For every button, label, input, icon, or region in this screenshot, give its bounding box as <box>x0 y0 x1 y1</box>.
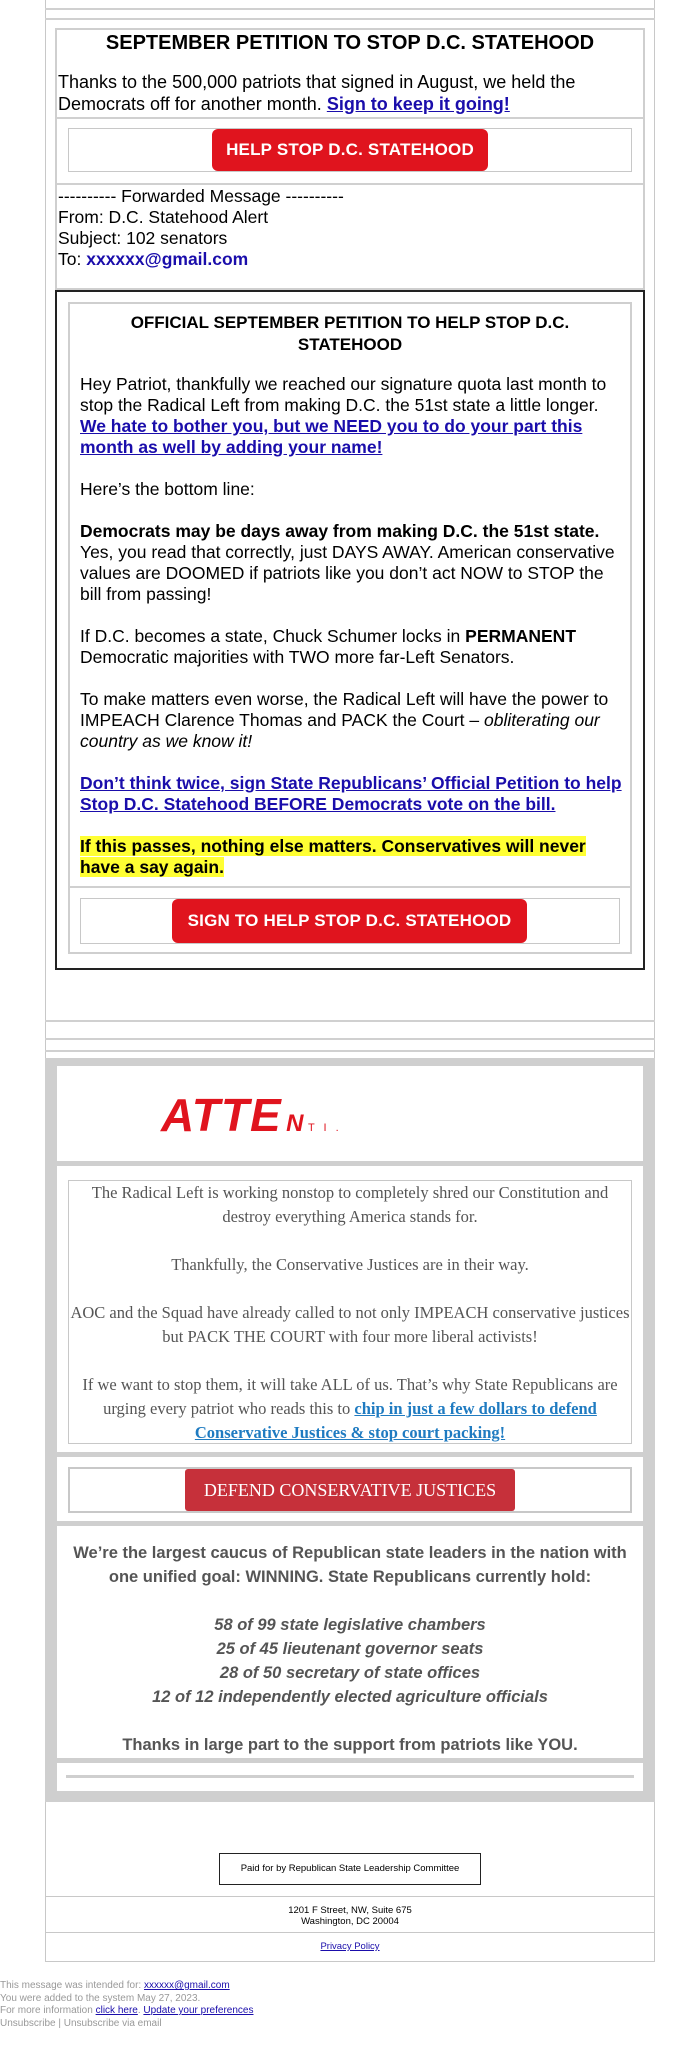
unsubscribe-line[interactable]: Unsubscribe | Unsubscribe via email <box>0 2017 162 2029</box>
footer-address <box>45 1905 655 1927</box>
petition-p2: Here’s the bottom line: <box>80 479 255 499</box>
attention-p1: The Radical Left is working nonstop to completely shred our Constitution and destroy everything America stands for. <box>91 1183 609 1226</box>
stats-block <box>62 1541 638 1757</box>
footer-rule-2 <box>45 1932 655 1933</box>
petition-p4-b: Democratic majorities with TWO more far-Left Senators. <box>80 647 515 667</box>
privacy-row <box>45 1941 655 1953</box>
forwarded-block <box>58 186 618 270</box>
added-line: You were added to the system May 27, 2023. <box>0 1992 201 2004</box>
chip-in-link[interactable]: chip in just a few dollars to defend Conservative Justices & stop court packing! <box>194 1399 597 1442</box>
petition-p4 <box>80 626 625 668</box>
petition-p4-bold: PERMANENT <box>465 626 577 646</box>
help-stop-statehood-button[interactable]: HELP STOP D.C. STATEHOOD <box>212 129 488 171</box>
attention-banner-logo <box>161 1088 621 1141</box>
stats-bottom-rule <box>66 1775 634 1778</box>
stats-list <box>62 1613 638 1709</box>
forward-from: From: D.C. Statehood Alert <box>58 207 269 227</box>
attention-text <box>70 1181 630 1445</box>
petition-heading: OFFICIAL SEPTEMBER PETITION TO HELP STOP D.C. STATEHOOD <box>130 313 570 354</box>
stats-item: 25 of 45 lieutenant governor seats <box>216 1640 484 1658</box>
header-intro-text: Thanks to the 500,000 patriots that signed in August, we held the Democrats off for another month. <box>58 72 576 114</box>
petition-p5-italic: obliterating our country as we know it! <box>80 710 600 751</box>
petition-sign-link[interactable]: Don’t think twice, sign State Republicans’ Official Petition to help Stop D.C. Statehood BEFORE Democrats vote on the bill. <box>80 773 622 814</box>
comma-separator: . <box>137 2005 144 2016</box>
top-rule-1 <box>45 8 655 10</box>
attention-banner <box>57 1066 643 1161</box>
stats-item: 12 of 12 independently elected agriculture officials <box>152 1688 548 1706</box>
attention-p4 <box>70 1373 630 1445</box>
forward-line: ---------- Forwarded Message ---------- <box>58 186 344 206</box>
petition-p3 <box>80 521 625 605</box>
spacer-rule-2 <box>45 1038 655 1040</box>
sign-keep-going-link[interactable]: Sign to keep it going! <box>326 94 510 114</box>
petition-p1-text: Hey Patriot, thankfully we reached our signature quota last month to stop the Radical Left from making D.C. the 51st state a little longer. <box>80 374 607 415</box>
privacy-policy-link[interactable]: Privacy Policy <box>320 1941 380 1952</box>
petition-highlight: If this passes, nothing else matters. Conservatives will never have a say again. <box>80 836 586 877</box>
attention-p2: Thankfully, the Conservative Justices are in their way. <box>171 1255 529 1274</box>
stats-thanks: Thanks in large part to the support from patriots like YOU. <box>122 1736 578 1754</box>
system-meta <box>0 1980 420 2030</box>
attention-p4-text: If we want to stop them, it will take ALL of us. That’s why State Republicans are urging every patriot who reads this to <box>82 1375 618 1418</box>
top-rule-2 <box>45 18 655 20</box>
spacer-rule-3 <box>45 1050 655 1052</box>
page-title: SEPTEMBER PETITION TO STOP D.C. STATEHOOD <box>105 32 595 54</box>
intended-email-link[interactable]: xxxxxx@gmail.com <box>143 1980 230 1991</box>
more-info-line <box>0 2005 420 2018</box>
attention-n-letter: N <box>286 1110 304 1137</box>
stats-item: 58 of 99 state legislative chambers <box>214 1616 486 1634</box>
petition-p1 <box>80 374 625 458</box>
stats-item: 28 of 50 secretary of state offices <box>219 1664 481 1682</box>
intended-text: This message was intended for: <box>0 1980 142 1991</box>
spacer-rule-1 <box>45 1020 655 1022</box>
petition-p4-a: If D.C. becomes a state, Chuck Schumer locks in <box>80 626 461 646</box>
paid-for-box: Paid for by Republican State Leadership Committee <box>219 1853 481 1885</box>
forward-to <box>58 249 618 270</box>
address-line-2: Washington, DC 20004 <box>301 1916 399 1927</box>
stats-intro: We’re the largest caucus of Republican state leaders in the nation with one unified goal: WINNING. State Republicans currently hold: <box>73 1544 627 1586</box>
attention-p3: AOC and the Squad have already called to not only IMPEACH conservative justices but PACK THE COURT with four more liberal activists! <box>70 1303 630 1346</box>
petition-p1-link[interactable]: We hate to bother you, but we NEED you to do your part this month as well by adding your name! <box>80 416 583 457</box>
more-info-text: For more information <box>0 2005 93 2016</box>
update-preferences-link[interactable]: Update your preferences <box>143 2005 254 2016</box>
petition-p7 <box>80 836 625 878</box>
intended-line <box>0 1980 420 1993</box>
forward-divider <box>57 183 643 185</box>
petition-p5 <box>80 689 625 752</box>
attention-big-letters: ATTE <box>161 1089 282 1141</box>
attention-fading-letters: T I . <box>307 1122 342 1134</box>
forward-to-label: To: <box>58 249 82 269</box>
petition-p5-text: To make matters even worse, the Radical Left will have the power to IMPEACH Clarence Thomas and PACK the Court – <box>80 689 609 730</box>
header-divider <box>57 117 643 119</box>
petition-body <box>80 374 625 878</box>
address-line-1: 1201 F Street, NW, Suite 675 <box>288 1905 412 1916</box>
click-here-link[interactable]: click here <box>95 2005 138 2016</box>
petition-p3-text: Yes, you read that correctly, just DAYS AWAY. American conservative values are DOOMED if patriots like you don’t act NOW to STOP the bill from passing! <box>80 542 615 604</box>
defend-justices-button[interactable]: DEFEND CONSERVATIVE JUSTICES <box>185 1469 515 1511</box>
header-intro <box>58 71 618 115</box>
forward-to-email[interactable]: xxxxxx@gmail.com <box>86 249 249 269</box>
footer-rule-1 <box>45 1896 655 1897</box>
petition-p6 <box>80 773 625 815</box>
sign-stop-statehood-button[interactable]: SIGN TO HELP STOP D.C. STATEHOOD <box>172 899 527 943</box>
petition-p3-bold: Democrats may be days away from making D.C. the 51st state. <box>80 521 600 541</box>
petition-button-divider <box>70 886 630 888</box>
forward-subject: Subject: 102 senators <box>58 228 228 248</box>
